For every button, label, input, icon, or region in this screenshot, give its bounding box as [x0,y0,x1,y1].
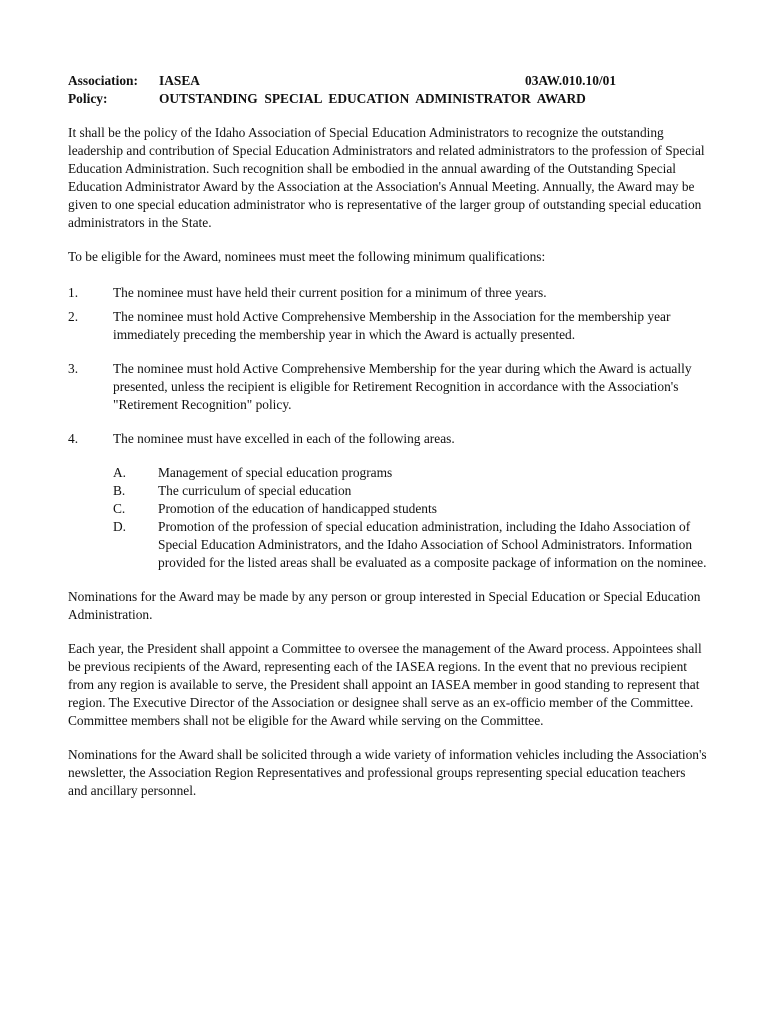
qualification-item [68,284,708,302]
eligibility-intro: To be eligible for the Award, nominees must meet the following minimum qualifications: [68,249,546,264]
area-text: Promotion of the education of handicapped students [158,501,437,516]
qualification-number: 2. [68,309,79,324]
solicitation-paragraph: Nominations for the Award shall be solicited through a wide variety of information vehicles including the Association's newsletter, the Association Region Representatives and professional groups representing special education teachers and ancillary personnel. [68,747,707,798]
qualification-item [68,360,708,414]
policy-title: OUTSTANDING SPECIAL EDUCATION ADMINISTRATOR AWARD [159,91,586,106]
qualification-text: The nominee must hold Active Comprehensive Membership in the Association for the membership year immediately preceding the membership year in which the Award is actually presented. [113,309,671,342]
area-item [113,500,708,518]
qualification-text: The nominee must have held their current position for a minimum of three years. [113,285,547,300]
areas-list [113,464,708,572]
qualification-number: 4. [68,431,79,446]
area-letter: C. [113,501,126,516]
association-row [68,72,708,90]
qualification-number: 3. [68,361,79,376]
association-label: Association: [68,73,138,88]
area-text: The curriculum of special education [158,483,352,498]
nominations-paragraph: Nominations for the Award may be made by any person or group interested in Special Education or Special Education Administration. [68,589,701,622]
area-text: Promotion of the profession of special education administration, including the Idaho Association of Special Education Administrators, and the Idaho Association of School Administrators. Information provided for the listed areas shall be evaluated as a composite package of information on the nominee. [158,519,707,570]
association-value: IASEA [159,73,200,88]
qualification-item [68,430,708,448]
committee-paragraph: Each year, the President shall appoint a Committee to oversee the management of the Award process. Appointees shall be previous recipients of the Award, representing each of the IASEA regions. In the event that no previous recipient from any region is available to serve, the President shall appoint an IASEA member in good standing to represent that region. The Executive Director of the Association or designee shall serve as an ex-officio member of the Committee. Committee members shall not be eligible for the Award while serving on the Committee. [68,641,702,728]
intro-paragraph: It shall be the policy of the Idaho Association of Special Education Administrators to recognize the outstanding leadership and contribution of Special Education Administrators and related administrators to the profession of Special Education Administration. Such recognition shall be embodied in the annual awarding of the Outstanding Special Education Administrator Award by the Association at the Association's Annual Meeting. Annually, the Award may be given to one special education administrator who is representative of the larger group of outstanding special education administrators in the State. [68,125,705,230]
policy-code: 03AW.010.10/01 [525,73,617,88]
qualification-number: 1. [68,285,79,300]
area-text: Management of special education programs [158,465,393,480]
policy-document [68,72,708,800]
area-letter: A. [113,465,127,480]
qualification-text: The nominee must have excelled in each of the following areas. [113,431,455,446]
policy-label: Policy: [68,91,108,106]
area-item [113,482,708,500]
area-letter: D. [113,519,127,534]
area-letter: B. [113,483,126,498]
qualifications-list [68,284,708,448]
area-item [113,464,708,482]
policy-row [68,90,708,108]
qualification-text: The nominee must hold Active Comprehensive Membership for the year during which the Award is actually presented, unless the recipient is eligible for Retirement Recognition in accordance with the Association's "Retirement Recognition" policy. [113,361,692,412]
qualification-item [68,308,708,344]
area-item [113,518,708,572]
